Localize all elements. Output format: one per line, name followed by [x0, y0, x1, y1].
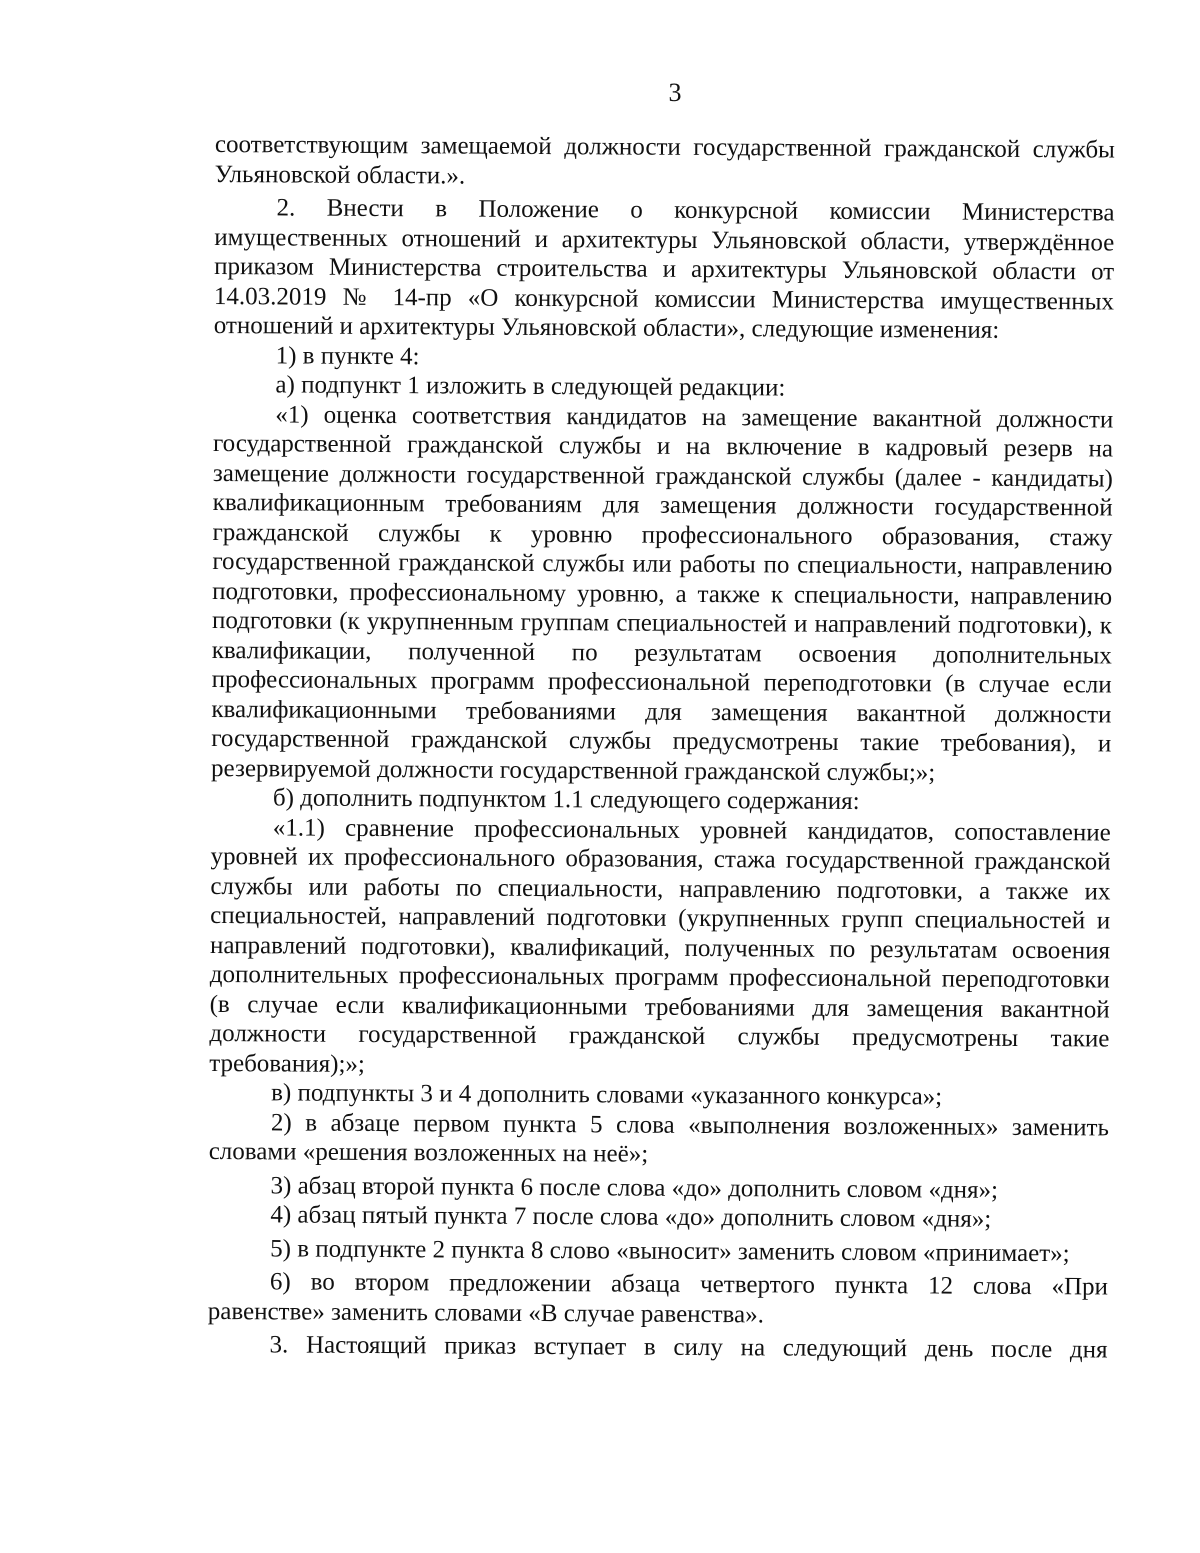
paragraph-subitem-1: 1) в пункте 4:	[275, 341, 420, 370]
paragraph-quote-1: «1) оценка соответствия кандидатов на замещение вакантной должности государственной гражданской службы и на включение в кадровый резерв на замещение должности государственной гражданской службы (далее - кандидаты) квалификационным требованиям для замещения должности государственной гражданской службы к уровню профессионального образования, стажу государственной гражданской службы или работы по специальности, направлению подготовки, профессиональному уровню, а также к специальности, направлению подготовки (к укрупненным группам специальностей и направлений подготовки), к квалификации, полученной по результатам освоения дополнительных профессиональных программ профессиональной переподготовки (в случае если квалификационными требованиями для замещения вакантной должности государственной гражданской службы предусмотрены такие требования), и резервируемой должности государственной гражданской службы;»;	[211, 400, 1114, 786]
paragraph-subitem-b: б) дополнить подпунктом 1.1 следующего содержания:	[272, 784, 860, 815]
paragraph-subitem-4: 4) абзац пятый пункта 7 после слова «до» дополнить словом «дня»;	[270, 1201, 992, 1233]
page-number: 3	[668, 78, 682, 107]
paragraph-item-3: 3. Настоящий приказ вступает в силу на следующий день после дня	[269, 1331, 1108, 1364]
paragraph-subitem-a: а) подпункт 1 изложить в следующей редакции:	[275, 371, 786, 402]
paragraph-item-2: 2. Внести в Положение о конкурсной комиссии Министерства имущественных отношений и архитектуры Ульяновской области, утверждённое приказом Министерства строительства и архитектуры Ульяновской области от 14.03.2019 № 14-пр «О конкурсной комиссии Министерства имущественных отношений и архитектуры Ульяновской области», следующие изменения:	[213, 194, 1115, 344]
paragraph-subitem-2: 2) в абзаце первом пункта 5 слова «выполнения возложенных» заменить словами «решения возложенных на неё»;	[208, 1108, 1110, 1168]
document-body	[207, 130, 1114, 1365]
paragraph-continuation: соответствующим замещаемой должности государственной гражданской службы Ульяновской области.».	[214, 130, 1115, 190]
paragraph-subitem-3: 3) абзац второй пункта 6 после слова «до» дополнить словом «дня»;	[270, 1171, 999, 1204]
paragraph-subitem-6: 6) во втором предложении абзаца четвертого пункта 12 слова «При равенстве» заменить словами «В случае равенства».	[207, 1268, 1109, 1328]
paragraph-subitem-v: в) подпункты 3 и 4 дополнить словами «указанного конкурса»;	[271, 1079, 943, 1111]
paragraph-subitem-5: 5) в подпункте 2 пункта 8 слово «выносит» заменить словом «принимает»;	[270, 1234, 1070, 1267]
paragraph-quote-1-1: «1.1) сравнение профессиональных уровней кандидатов, сопоставление уровней их профессионального образования, стажа государственной гражданской службы или работы по специальности, направлению подготовки, а также их специальностей, направлений подготовки (укрупненных групп специальностей и направлений подготовки), квалификаций, полученных по результатам освоения дополнительных профессиональных программ профессиональной переподготовки (в случае если квалификационными требованиями для замещения вакантной должности государственной гражданской службы предусмотрены такие требования);»;	[209, 813, 1111, 1078]
